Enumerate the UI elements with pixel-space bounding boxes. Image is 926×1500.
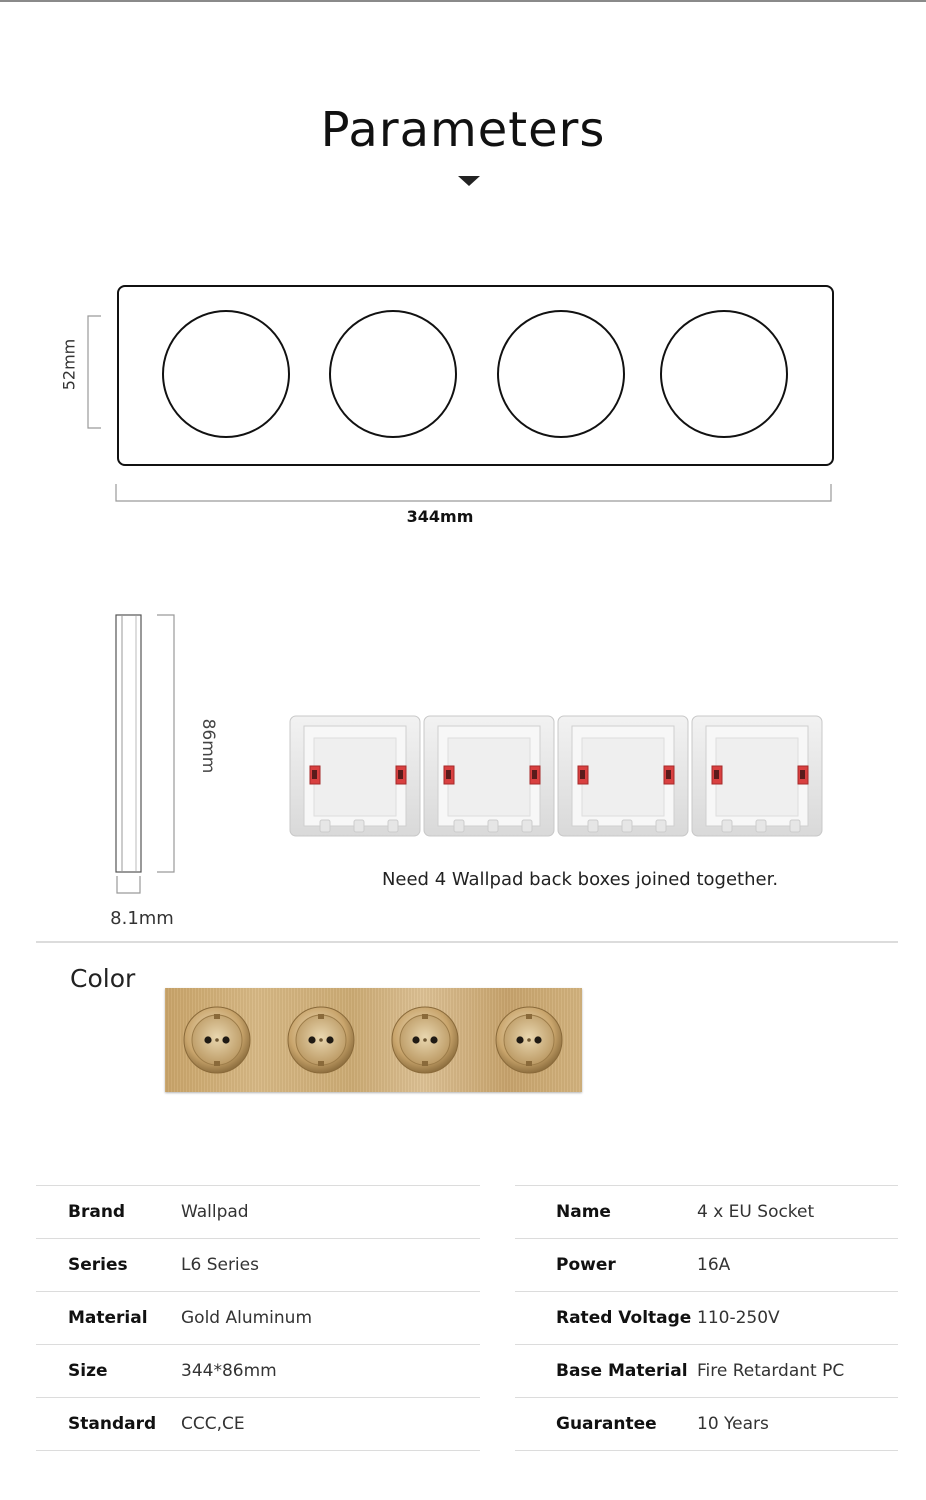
gold-socket: [288, 1007, 354, 1073]
spec-row: [36, 1344, 480, 1398]
back-box-group: [290, 716, 822, 836]
spec-table-bottom-border: [515, 1450, 898, 1451]
spec-row: [36, 1397, 480, 1451]
spec-row: [515, 1397, 898, 1451]
page-title: Parameters: [320, 102, 606, 158]
spec-key: Power: [556, 1255, 616, 1275]
spec-key: Size: [68, 1361, 108, 1381]
front-socket-circle: [498, 311, 624, 437]
section-divider: [36, 941, 898, 943]
spec-key: Material: [68, 1308, 148, 1328]
gold-socket-group: [165, 988, 582, 1092]
depth-bracket: [117, 876, 140, 893]
spec-row: [515, 1344, 898, 1398]
gold-socket-panel: [165, 988, 582, 1092]
spec-value: Wallpad: [181, 1202, 249, 1222]
color-label: Color: [70, 964, 136, 993]
back-box: [290, 716, 420, 836]
spec-row: [36, 1238, 480, 1292]
back-box: [558, 716, 688, 836]
spec-row: [36, 1185, 480, 1239]
width-label: 344mm: [406, 507, 474, 526]
spec-value: L6 Series: [181, 1255, 259, 1275]
spec-value: 10 Years: [697, 1414, 769, 1434]
spec-key: Rated Voltage: [556, 1308, 692, 1328]
front-socket-circle: [163, 311, 289, 437]
spec-row: [515, 1238, 898, 1292]
gold-socket: [392, 1007, 458, 1073]
height-bracket: [88, 316, 101, 428]
side-height-bracket: [157, 615, 174, 872]
spec-value: CCC,CE: [181, 1414, 245, 1434]
gold-socket: [184, 1007, 250, 1073]
spec-value: 16A: [697, 1255, 731, 1275]
spec-key: Standard: [68, 1414, 157, 1434]
spec-key: Brand: [68, 1202, 126, 1222]
spec-row: [515, 1291, 898, 1345]
width-bracket: [116, 484, 831, 501]
back-box: [424, 716, 554, 836]
spec-value: Gold Aluminum: [181, 1308, 313, 1328]
spec-key: Guarantee: [556, 1414, 657, 1434]
side-height-label: 86mm: [198, 718, 218, 774]
gold-socket: [496, 1007, 562, 1073]
spec-key: Name: [556, 1202, 611, 1222]
side-panel-outline: [116, 615, 141, 872]
spec-row: [36, 1291, 480, 1345]
back-box: [692, 716, 822, 836]
spec-table-bottom-border: [36, 1450, 480, 1451]
spec-value: 344*86mm: [181, 1361, 277, 1381]
height-label: 52mm: [59, 338, 79, 391]
spec-row: [515, 1185, 898, 1239]
front-socket-circle: [330, 311, 456, 437]
spec-value: Fire Retardant PC: [697, 1361, 845, 1381]
spec-key: Series: [68, 1255, 128, 1275]
spec-value: 4 x EU Socket: [697, 1202, 815, 1222]
depth-label: 8.1mm: [110, 908, 174, 929]
back-box-note: Need 4 Wallpad back boxes joined together.: [381, 869, 779, 890]
back-boxes-illustration: [288, 712, 824, 840]
spec-value: 110-250V: [697, 1308, 780, 1328]
front-socket-circle: [661, 311, 787, 437]
spec-key: Base Material: [556, 1361, 688, 1381]
